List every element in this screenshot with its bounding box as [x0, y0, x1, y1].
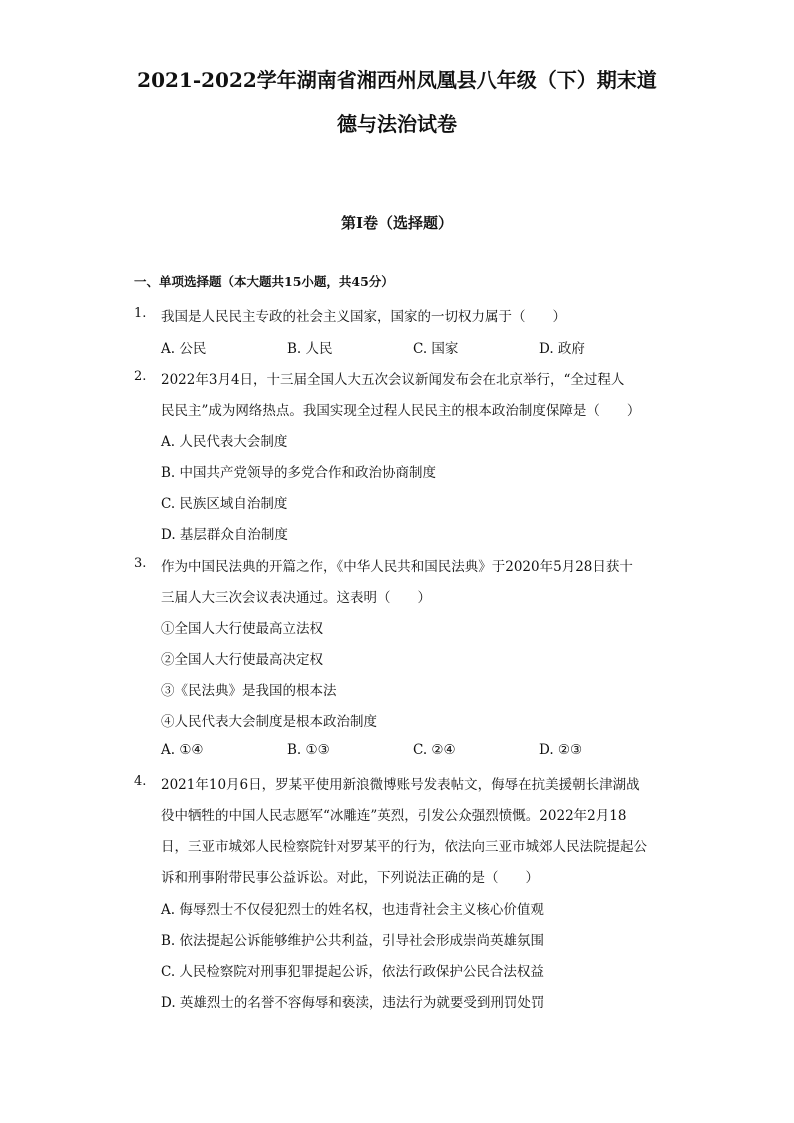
question-text-line: 三届人大三次会议表决通过。这表明（ ） — [161, 590, 431, 606]
statement-3: ③《民法典》是我国的根本法 — [161, 683, 337, 699]
option-c: C. 国家 — [413, 341, 459, 357]
question-number: 2. — [134, 369, 147, 384]
option-b: B. 依法提起公诉能够维护公共利益，引导社会形成崇尚英雄氛围 — [161, 933, 545, 949]
exam-title-line-1: 2021-2022学年湖南省湘西州凤凰县八年级（下）期末道 — [137, 68, 657, 92]
option-c: C. ②④ — [413, 742, 456, 758]
option-a: A. 公民 — [161, 341, 207, 357]
question-text-line: 民民主”成为网络热点。我国实现全过程人民民主的根本政治制度保障是（ ） — [161, 403, 641, 419]
option-a: A. 人民代表大会制度 — [161, 434, 288, 450]
question-number: 4. — [134, 774, 147, 789]
section-heading: 一、单项选择题（本大题共15小题，共45分） — [134, 274, 394, 289]
question-text-line: 2021年10月6日，罗某平使用新浪微博账号发表帖文，侮辱在抗美援朝长津湖战 — [161, 777, 640, 793]
option-a: A. ①④ — [161, 742, 204, 758]
question-text-line: 作为中国民法典的开篇之作，《中华人民共和国民法典》于2020年5月28日获十 — [161, 559, 633, 575]
option-d: D. ②③ — [539, 742, 583, 758]
option-d: D. 政府 — [539, 341, 585, 357]
option-c: C. 民族区域自治制度 — [161, 496, 288, 512]
question-text-line: 我国是人民民主专政的社会主义国家，国家的一切权力属于（ ） — [161, 309, 566, 325]
question-text-line: 诉和刑事附带民事公益诉讼。对此，下列说法正确的是（ ） — [161, 870, 539, 886]
statement-4: ④人民代表大会制度是根本政治制度 — [161, 714, 377, 730]
option-d: D. 英雄烈士的名誉不容侮辱和亵渎，违法行为就要受到刑罚处罚 — [161, 995, 545, 1011]
statement-2: ②全国人大行使最高决定权 — [161, 652, 323, 668]
volume-heading: 第I卷（选择题） — [340, 214, 454, 232]
question-text-line: 役中牺牲的中国人民志愿军“冰雕连”英烈，引发公众强烈愤慨。2022年2月18 — [161, 808, 627, 824]
option-b: B. 中国共产党领导的多党合作和政治协商制度 — [161, 465, 437, 481]
question-number: 3. — [134, 556, 147, 571]
option-b: B. 人民 — [287, 341, 333, 357]
question-text-line: 2022年3月4日，十三届全国人大五次会议新闻发布会在北京举行，“全过程人 — [161, 372, 625, 388]
option-d: D. 基层群众自治制度 — [161, 527, 288, 543]
question-number: 1. — [134, 306, 147, 321]
question-text-line: 日，三亚市城郊人民检察院针对罗某平的行为，依法向三亚市城郊人民法院提起公 — [161, 839, 647, 855]
exam-title-line-2: 德与法治试卷 — [337, 112, 457, 136]
option-b: B. ①③ — [287, 742, 330, 758]
statement-1: ①全国人大行使最高立法权 — [161, 621, 323, 637]
option-c: C. 人民检察院对刑事犯罪提起公诉，依法行政保护公民合法权益 — [161, 964, 544, 980]
option-a: A. 侮辱烈士不仅侵犯烈士的姓名权，也违背社会主义核心价值观 — [161, 902, 544, 918]
